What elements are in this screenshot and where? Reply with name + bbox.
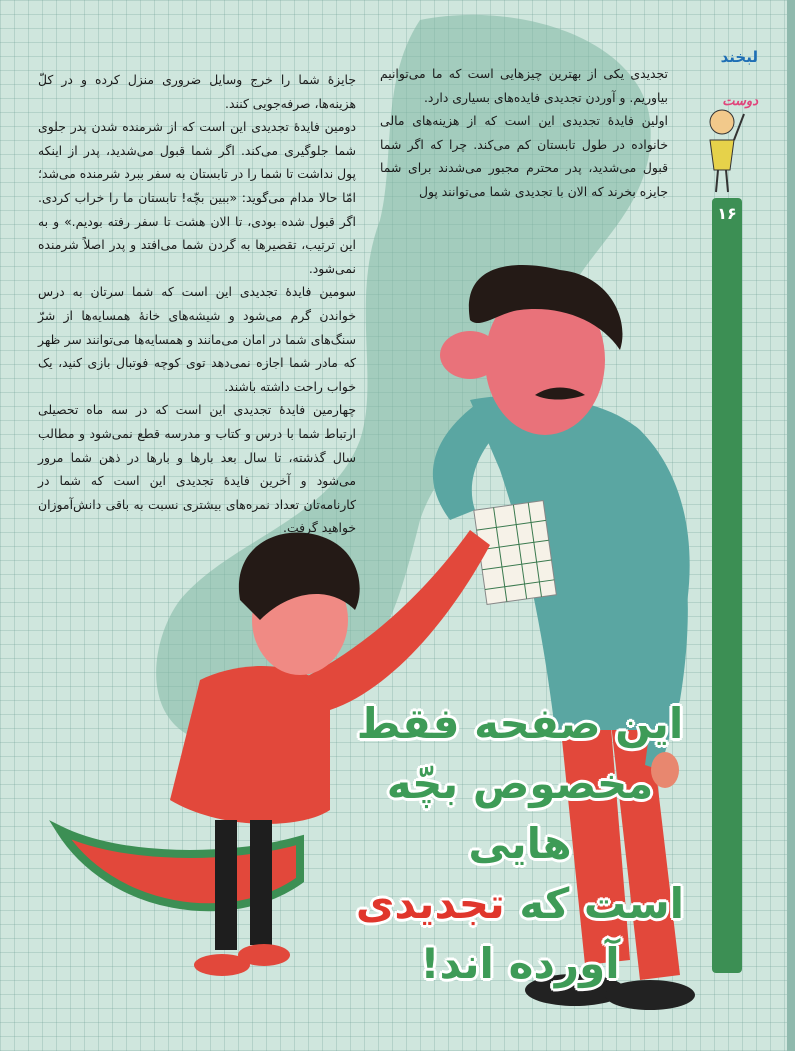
headline-part: است که (519, 879, 685, 928)
article-column-left (38, 68, 356, 540)
headline-highlight: تجدیدی (355, 879, 505, 928)
child-left-leg (215, 820, 237, 950)
side-bar (712, 198, 742, 973)
child-right-shoe (238, 944, 290, 966)
headline-line: مخصوص بچّه هایی (386, 759, 654, 868)
headline-line: این صفحه فقط (356, 699, 684, 748)
subsection-title: دوست (722, 94, 758, 109)
paragraph: سومین فایدهٔ تجدیدی این است که شما سرتان به درس خواندن گرم می‌شود و شیشه‌های خانهٔ همسایه‌ها از شرّ سنگ‌های شما در امان می‌مانند و همسایه‌ها می‌توانند سر ظهر که مادر شما اجازه نمی‌دهد توی کوچه فوتبال بازی کنید، یک خواب راحت داشته باشند. (38, 284, 356, 394)
paragraph: دومین فایدهٔ تجدیدی این است که از شرمنده شدن پدر جلوی شما جلوگیری می‌کند. اگر شما قبول می‌شدید، پدر از اینکه پول نداشت تا شما را در تابستان به سفر ببرد شرمنده می‌شد؛ امّا حالا مدام می‌گوید: «ببین بچّه! تابستان ما را خراب کردی. اگر قبول شده بودی، تا الان هشت تا سفر رفته بودیم.» و به این ترتیب، تقصیرها به گردن شما می‌افتد و پدر اصلاً شرمنده نمی‌شود. (38, 119, 356, 276)
article-column-right (380, 62, 668, 204)
headline-line: آورده اند! (420, 939, 620, 988)
headline-line (330, 874, 710, 934)
page-edge (787, 0, 795, 1051)
child-right-leg (250, 820, 272, 945)
dad-raised-hand (440, 331, 500, 379)
section-title: لبخند (720, 48, 758, 66)
headline (330, 694, 710, 994)
paragraph: چهارمین فایدهٔ تجدیدی این است که در سه ماه تحصیلی ارتباط شما با درس و کتاب و مدرسه قطع نمی‌شود و مطالب سال گذشته، تا سال بعد بارها و بارها در ذهن شما مرور می‌شود و آخرین فایدهٔ تجدیدی این است که شما در کارنامه‌تان تعداد نمره‌های بیشتری نسبت به باقی دانش‌آموزان خواهید گرفت. (38, 402, 356, 536)
paragraph: جایزهٔ شما را خرج وسایل ضروری منزل کرده و در کلّ هزینه‌ها، صرفه‌جویی کنند. (38, 72, 356, 111)
page-number: ۱۶ (717, 204, 737, 223)
paragraph: اولین فایدهٔ تجدیدی این است که از هزینه‌های مالی خانواده در طول تابستان کم می‌کند. چرا که اگر شما قبول می‌شدید، پدر محترم مجبور می‌شدند برای شما جایزه بخرند که الان با تجدیدی شما می‌توانند پول (380, 113, 668, 199)
mascot-figure (700, 100, 746, 196)
paragraph: تجدیدی یکی از بهترین چیزهایی است که ما می‌توانیم بیاوریم. و آوردن تجدیدی فایده‌های بسیاری دارد. (380, 66, 668, 105)
